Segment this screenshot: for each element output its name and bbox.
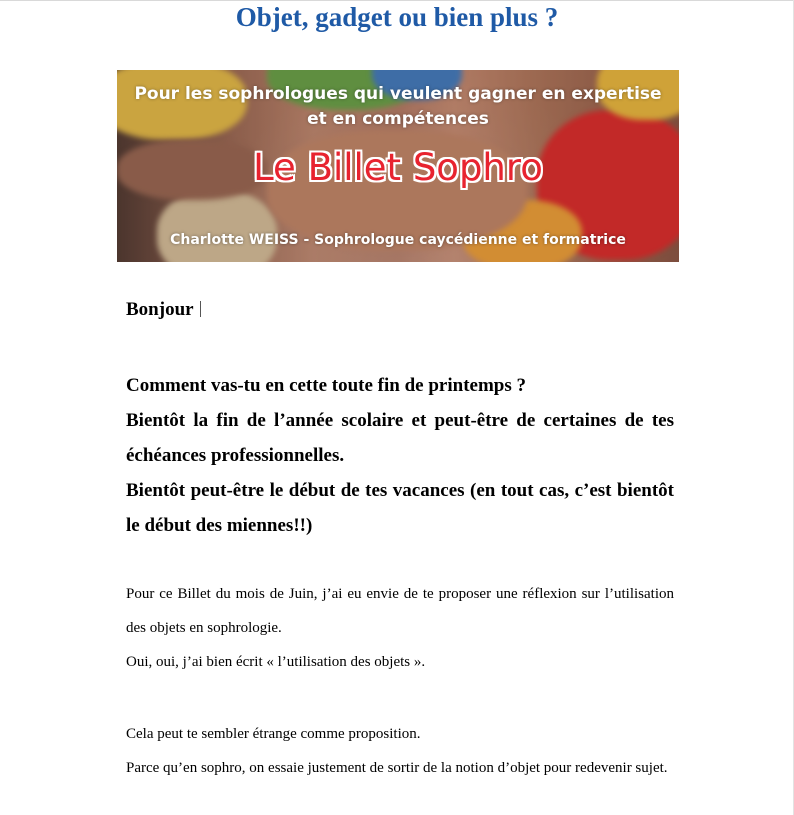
paragraph-2 — [126, 717, 674, 785]
banner-author: Charlotte WEISS - Sophrologue caycédienne et formatrice — [170, 232, 626, 248]
intro-block — [126, 368, 674, 543]
banner-image — [117, 70, 679, 262]
top-border — [0, 0, 794, 1]
greeting-text: Bonjour — [126, 299, 194, 320]
paragraph-line: Pour ce Billet du mois de Juin, j’ai eu envie de te proposer une réflexion sur l’utilisation des objets en sophrologie. — [126, 586, 674, 636]
intro-line: Comment vas-tu en cette toute fin de printemps ? — [126, 375, 526, 396]
paragraph-line: Cela peut te sembler étrange comme proposition. — [126, 726, 421, 742]
banner-title: Le Billet Sophro — [253, 146, 543, 189]
greeting — [126, 298, 674, 322]
intro-line: Bientôt la fin de l’année scolaire et peut-être de certaines de tes échéances professionnelles. — [126, 410, 674, 466]
page-title: Objet, gadget ou bien plus ? — [235, 2, 559, 32]
paragraph-line: Parce qu’en sophro, on essaie justement de sortir de la notion d’objet pour redevenir sujet. — [126, 760, 668, 776]
banner-subtitle-line: et en compétences — [307, 109, 489, 129]
intro-line: Bientôt peut-être le début de tes vacances (en tout cas, c’est bientôt le début des miennes!!) — [126, 480, 674, 536]
paragraph-line: Oui, oui, j’ai bien écrit « l’utilisation des objets ». — [126, 654, 426, 670]
paragraph-1 — [126, 577, 674, 679]
banner-subtitle — [117, 82, 679, 132]
banner-subtitle-line: Pour les sophrologues qui veulent gagner en expertise — [134, 84, 662, 104]
text-cursor — [200, 301, 201, 317]
